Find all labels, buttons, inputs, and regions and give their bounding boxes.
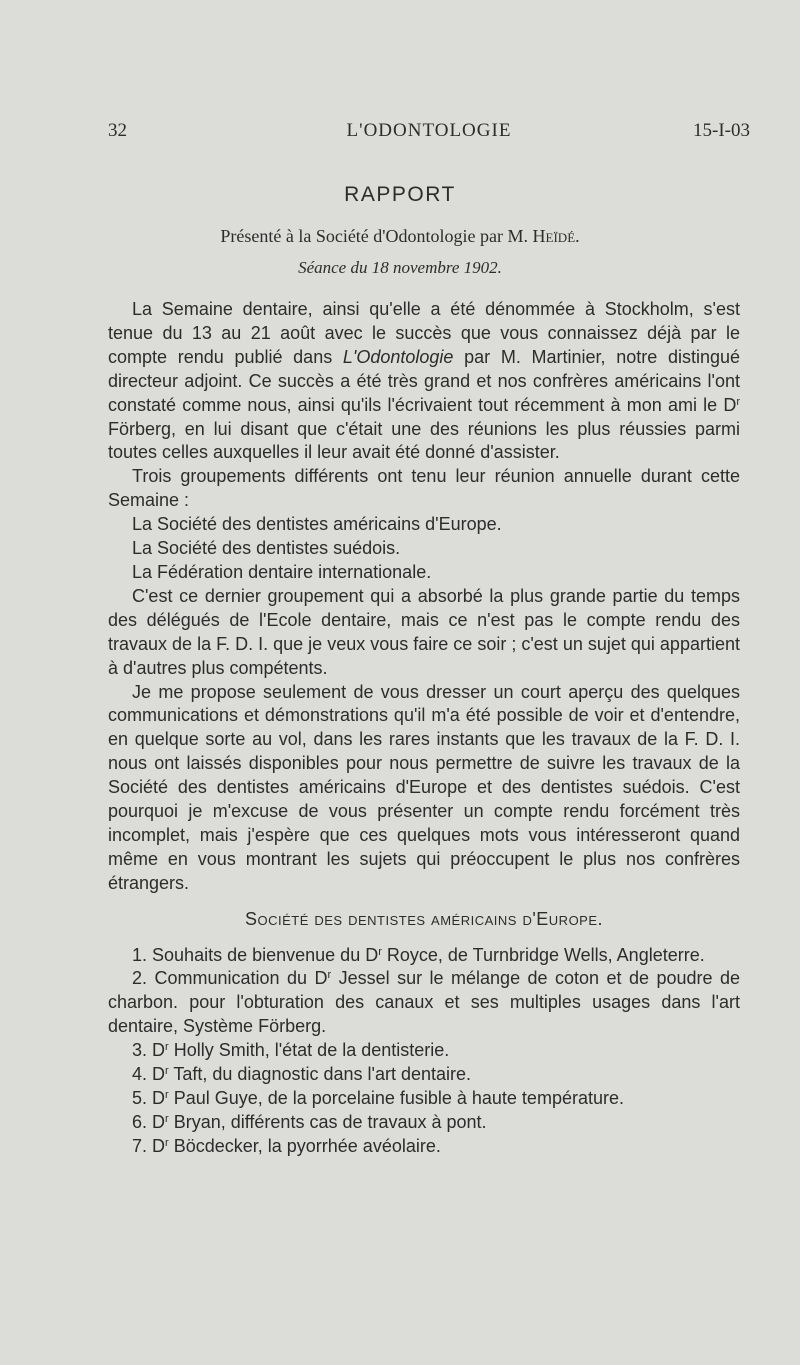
list-item	[108, 967, 740, 1039]
session-date: Séance du 18 novembre 1902.	[298, 258, 502, 277]
list-number: 1.	[132, 944, 148, 965]
list-number: 5.	[132, 1088, 148, 1108]
issue-date: 15-I-03	[693, 120, 750, 141]
dr-abbrev: D	[152, 1135, 166, 1156]
superscript: r	[378, 945, 382, 958]
running-header	[108, 120, 750, 144]
paragraph-2: Trois groupements différents ont tenu leur réunion annuelle durant cette Semaine :	[108, 466, 740, 511]
list-text: Royce, de Turnbridge Wells, Angleterre.	[381, 944, 705, 965]
list-item	[108, 1039, 740, 1063]
dr-abbrev: D	[152, 1040, 166, 1061]
dr-abbrev: D	[152, 1088, 166, 1108]
list-text: Böcdecker, la pyorrhée avéolaire.	[168, 1135, 441, 1156]
list-number: 4.	[132, 1064, 148, 1085]
list-text: Taft, du diagnostic dans l'art dentaire.	[168, 1064, 471, 1085]
list-number: 7.	[132, 1135, 148, 1156]
paragraph-3: C'est ce dernier groupement qui a absorbé la plus grande partie du temps des délégués de l'Ecole dentaire, mais ce n'est pas le compte rendu des travaux de la F. D. I. que je veux vous faire ce soir ; c'est un sujet qui appartient à d'autres plus compétents.	[108, 585, 740, 678]
superscript: r	[165, 1065, 169, 1078]
superscript: r	[165, 1041, 169, 1054]
journal-reference: L'Odontologie	[342, 346, 454, 367]
section-heading: Société des dentistes américains d'Europe.	[244, 908, 604, 929]
dr-abbrev: D	[152, 1064, 166, 1085]
journal-title: L'ODONTOLOGIE	[346, 120, 512, 141]
list-item	[108, 1111, 740, 1135]
dr-abbrev: D	[365, 944, 379, 965]
page-number: 32	[108, 120, 127, 141]
superscript: r	[736, 395, 740, 408]
list-number: 2.	[132, 968, 148, 989]
list-item	[108, 1063, 740, 1087]
author-name: Heïdé.	[532, 226, 580, 246]
superscript: r	[165, 1136, 169, 1149]
report-subtitle	[0, 226, 800, 247]
list-number: 6.	[132, 1111, 148, 1132]
group-item: La Fédération dentaire internationale.	[132, 561, 432, 582]
list-item	[108, 944, 740, 968]
list-number: 3.	[132, 1040, 148, 1061]
group-item: La Société des dentistes américains d'Europe.	[132, 514, 502, 535]
paragraph-1-a: La Semaine dentaire, ainsi qu'elle a été dénommée à Stockholm, s'est tenue du 13 au 21 août avec le succès que vous connaissez déjà par le compte rendu publié dans	[108, 299, 740, 367]
list-item	[108, 1087, 740, 1111]
superscript: r	[165, 1089, 169, 1101]
paragraph-1	[108, 298, 740, 465]
article-body	[108, 298, 740, 1159]
paragraph-1-c: Förberg, en lui disant que c'était une des réunions les plus réussies parmi toutes celles auxquelles il leur avait été donné d'assister.	[108, 418, 740, 463]
paragraph-4: Je me propose seulement de vous dresser un court aperçu des quelques communications et démonstrations qu'il m'a été possible de voir et d'entendre, en quelque sorte au vol, dans les rares instants que les travaux de la F. D. I. nous ont laissés disponibles pour nous permettre de suivre les travaux de la Société des dentistes américains d'Europe et des dentistes suédois. C'est pourquoi je m'excuse de vous présenter un compte rendu forcément très incomplet, mais j'espère que ces quelques mots vous intéresseront quand même en vous montrant les sujets qui préoccupent le plus nos confrères étrangers.	[108, 681, 740, 893]
list-pre: Souhaits de bienvenue du	[152, 944, 361, 965]
list-text: Holly Smith, l'état de la dentisterie.	[168, 1040, 450, 1061]
superscript: r	[165, 1112, 169, 1125]
list-pre: Communication du	[154, 968, 308, 989]
dr-abbrev: D	[152, 1111, 166, 1132]
list-text: Paul Guye, de la porcelaine fusible à haute température.	[168, 1088, 624, 1108]
subtitle-text: Présenté à la Société d'Odontologie par M.	[220, 226, 529, 246]
list-text: Bryan, différents cas de travaux à pont.	[168, 1111, 487, 1132]
group-item: La Société des dentistes suédois.	[132, 538, 401, 559]
dr-abbrev: D	[314, 968, 328, 989]
list-text: Jessel sur le mélange de coton et de poudre de charbon. pour l'obturation des canaux et ses multiples usages dans l'art dentaire, Système Förberg.	[108, 968, 740, 1037]
paragraph-1-b: par M. Martinier, notre distingué directeur adjoint. Ce succès a été très grand et nos confrères américains l'ont constaté comme nous, ainsi qu'ils l'écrivaient tout récemment à mon ami le D	[108, 346, 740, 415]
report-title: RAPPORT	[344, 183, 456, 206]
superscript: r	[327, 969, 332, 982]
list-item	[108, 1135, 740, 1159]
